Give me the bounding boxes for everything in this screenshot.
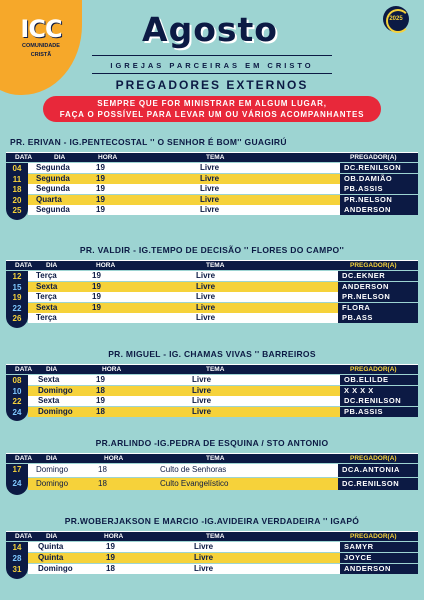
column-header-pregador: PREGADOR(A) xyxy=(350,455,397,462)
table-row xyxy=(28,542,418,552)
table-row xyxy=(28,564,418,574)
table-row xyxy=(28,292,418,302)
preacher-name: X X X X xyxy=(344,385,374,395)
block-title: PR. VALDIR - IG.TEMPO DE DECISÃO '' FLORES DO CAMPO'' xyxy=(79,245,345,255)
column-header-dia: DIA xyxy=(46,455,58,462)
cell-pregador xyxy=(338,282,418,292)
column-header-hora: HORA xyxy=(104,533,124,540)
cell-pregador xyxy=(340,553,418,563)
cell-tema: Livre xyxy=(200,205,220,215)
cell-hora: 19 xyxy=(96,194,105,204)
column-header-tema: TEMA xyxy=(206,455,225,462)
cell-hora: 19 xyxy=(96,184,105,194)
cell-pregador xyxy=(340,564,418,574)
cell-tema: Livre xyxy=(194,553,214,562)
cell-tema: Livre xyxy=(192,396,212,406)
row-date: 14 xyxy=(12,543,22,552)
preacher-name: DC.RENILSON xyxy=(344,163,402,172)
preacher-name: PB.ASS xyxy=(342,313,373,323)
preacher-name: DC.EKNER xyxy=(342,271,386,280)
preacher-name: ANDERSON xyxy=(344,205,391,215)
cell-pregador xyxy=(340,386,418,396)
cell-tema: Livre xyxy=(200,194,220,204)
section-title: PREGADORES EXTERNOS xyxy=(115,78,309,92)
cell-pregador xyxy=(340,542,418,552)
table-header xyxy=(6,152,418,162)
cell-dia: Segunda xyxy=(36,184,70,194)
column-header-pregador: PREGADOR(A) xyxy=(350,533,397,540)
row-date: 10 xyxy=(12,386,22,396)
row-date: 20 xyxy=(12,195,22,205)
table-row xyxy=(28,375,418,385)
cell-dia: Segunda xyxy=(36,205,70,215)
row-date: 04 xyxy=(12,164,22,173)
table-row xyxy=(28,163,418,173)
cell-dia: Quarta xyxy=(36,194,62,204)
table-row xyxy=(28,271,418,281)
column-header-pregador: PREGADOR(A) xyxy=(350,262,397,269)
cell-hora: 18 xyxy=(96,385,105,395)
row-date: 08 xyxy=(12,376,22,385)
cell-dia: Domingo xyxy=(38,564,73,573)
notice-banner xyxy=(43,96,381,122)
table-row xyxy=(28,205,418,215)
row-date: 24 xyxy=(12,407,22,417)
cell-hora: 19 xyxy=(92,271,101,280)
cell-dia: Terça xyxy=(36,271,57,280)
page-subtitle: IGREJAS PARCEIRAS EM CRISTO xyxy=(110,61,314,70)
preacher-name: DCA.ANTONIA xyxy=(342,465,400,474)
column-header-tema: TEMA xyxy=(206,533,225,540)
cell-hora: 18 xyxy=(106,564,115,573)
cell-hora: 19 xyxy=(96,205,105,215)
table-row xyxy=(28,195,418,205)
column-header-hora: HORA xyxy=(102,366,122,373)
table-row xyxy=(28,464,418,477)
column-header-data: DATA xyxy=(15,533,33,540)
cell-tema: Livre xyxy=(196,271,216,280)
cell-pregador xyxy=(340,184,418,194)
preacher-name: OB.DAMIÃO xyxy=(344,173,393,183)
row-date: 22 xyxy=(12,303,22,313)
cell-hora: 18 xyxy=(98,465,107,474)
table-row xyxy=(28,174,418,184)
cell-pregador xyxy=(340,163,418,173)
column-header-hora: HORA xyxy=(98,154,118,161)
preacher-name: PB.ASSIS xyxy=(344,406,384,416)
cell-pregador xyxy=(338,313,418,323)
preacher-name: DC.RENILSON xyxy=(344,396,402,406)
table-row xyxy=(28,303,418,313)
cell-pregador xyxy=(340,195,418,205)
column-header-dia: DIA xyxy=(46,533,58,540)
cell-hora: 18 xyxy=(96,406,105,416)
table-header xyxy=(6,531,418,541)
cell-pregador xyxy=(340,205,418,215)
cell-hora: 18 xyxy=(98,478,107,488)
block-title: PR. MIGUEL - IG. CHAMAS VIVAS '' BARREIROS xyxy=(108,349,316,359)
cell-dia: Sexta xyxy=(38,396,60,406)
church-logo xyxy=(10,15,72,58)
cell-tema: Culto de Senhoras xyxy=(160,465,227,474)
cell-hora: 19 xyxy=(106,553,115,562)
cell-dia: Terça xyxy=(36,292,57,302)
table-row xyxy=(28,184,418,194)
row-date: 22 xyxy=(12,397,22,407)
cell-dia: Segunda xyxy=(36,173,70,183)
cell-dia: Domingo xyxy=(36,478,69,488)
cell-tema: Livre xyxy=(194,542,214,551)
cell-pregador xyxy=(340,407,418,417)
cell-hora: 19 xyxy=(96,375,105,384)
preacher-name: OB.ELILDE xyxy=(344,375,389,384)
table-row xyxy=(28,282,418,292)
column-header-pregador: PREGADOR(A) xyxy=(350,366,397,373)
preacher-name: ANDERSON xyxy=(344,564,391,573)
row-date: 19 xyxy=(12,293,22,303)
page-title: Agosto xyxy=(142,10,278,49)
row-date: 31 xyxy=(12,565,22,574)
logo-sub-line1: COMUNIDADE xyxy=(22,43,60,49)
block-title: PR.WOBERJAKSON E MARCIO -IG.AVIDEIRA VERDADEIRA '' IGAPÓ xyxy=(64,516,360,526)
cell-tema: Livre xyxy=(196,281,216,291)
cell-dia: Terça xyxy=(36,313,57,323)
table-row xyxy=(28,553,418,563)
table-row xyxy=(28,386,418,396)
table-header xyxy=(6,260,418,270)
cell-pregador xyxy=(338,292,418,302)
cell-dia: Segunda xyxy=(36,163,70,172)
cell-tema: Livre xyxy=(196,313,216,323)
cell-pregador xyxy=(340,396,418,406)
cell-hora: 19 xyxy=(92,292,101,302)
cell-pregador xyxy=(338,478,418,491)
row-date: 28 xyxy=(12,554,22,563)
preacher-name: PR.NELSON xyxy=(342,292,391,302)
logo-sub-line2: CRISTÃ xyxy=(30,52,52,58)
column-header-tema: TEMA xyxy=(206,154,225,161)
logo-main-text: ICC xyxy=(20,15,62,43)
notice-line-2: FAÇA O POSSÍVEL PARA LEVAR UM OU VÁRIOS ACOMPANHANTES xyxy=(59,110,365,119)
block-title: PR. ERIVAN - IG.PENTECOSTAL '' O SENHOR É BOM'' GUAGIRÚ xyxy=(10,137,287,147)
cell-tema: Livre xyxy=(200,173,220,183)
table-row xyxy=(28,478,418,491)
divider-top xyxy=(92,55,332,56)
cell-dia: Domingo xyxy=(38,406,73,416)
cell-tema: Livre xyxy=(196,292,216,302)
cell-pregador xyxy=(340,174,418,184)
preacher-name: PR.NELSON xyxy=(344,194,393,204)
cell-dia: Sexta xyxy=(36,281,58,291)
column-header-data: DATA xyxy=(15,455,33,462)
cell-pregador xyxy=(338,303,418,313)
divider-bottom xyxy=(92,73,332,74)
year-badge xyxy=(383,6,409,32)
column-header-data: DATA xyxy=(15,154,33,161)
preacher-name: DC.RENILSON xyxy=(342,478,400,488)
preacher-name: PB.ASSIS xyxy=(344,184,384,194)
cell-dia: Domingo xyxy=(38,385,73,395)
block-title: PR.ARLINDO -IG.PEDRA DE ESQUINA / STO ANTONIO xyxy=(95,438,329,448)
column-header-dia: DIA xyxy=(46,262,58,269)
cell-tema: Livre xyxy=(192,375,212,384)
row-date: 26 xyxy=(12,314,22,324)
cell-tema: Livre xyxy=(196,302,216,312)
column-header-tema: TEMA xyxy=(206,366,225,373)
cell-dia: Domingo xyxy=(36,465,69,474)
preacher-name: ANDERSON xyxy=(342,281,389,291)
year-text: 2025 xyxy=(389,16,403,22)
preacher-name: JOYCE xyxy=(344,553,372,562)
table-row xyxy=(28,313,418,323)
cell-tema: Livre xyxy=(192,406,212,416)
table-row xyxy=(28,407,418,417)
cell-hora: 19 xyxy=(96,163,105,172)
row-date: 25 xyxy=(12,206,22,216)
column-header-dia: DIA xyxy=(46,366,58,373)
row-date: 17 xyxy=(12,465,22,474)
table-row xyxy=(28,396,418,406)
column-header-data: DATA xyxy=(15,366,33,373)
cell-dia: Sexta xyxy=(38,375,60,384)
column-header-tema: TEMA xyxy=(206,262,225,269)
cell-dia: Sexta xyxy=(36,302,58,312)
cell-pregador xyxy=(340,375,418,385)
row-date: 12 xyxy=(12,272,22,281)
column-header-hora: HORA xyxy=(104,455,124,462)
row-date: 15 xyxy=(12,282,22,292)
preacher-name: SAMYR xyxy=(344,542,374,551)
cell-hora: 19 xyxy=(96,173,105,183)
cell-tema: Livre xyxy=(192,385,212,395)
preacher-name: FLORA xyxy=(342,302,371,312)
table-header xyxy=(6,364,418,374)
cell-hora: 19 xyxy=(92,302,101,312)
cell-hora: 19 xyxy=(106,542,115,551)
cell-pregador xyxy=(338,271,418,281)
cell-hora: 19 xyxy=(92,281,101,291)
cell-tema: Culto Evangelístico xyxy=(160,478,229,488)
column-header-dia: DIA xyxy=(54,154,66,161)
notice-line-1: SEMPRE QUE FOR MINISTRAR EM ALGUM LUGAR, xyxy=(97,99,327,108)
row-date: 24 xyxy=(12,478,22,488)
cell-tema: Livre xyxy=(200,184,220,194)
cell-pregador xyxy=(338,464,418,477)
column-header-pregador: PREGADOR(A) xyxy=(350,154,397,161)
cell-dia: Quinta xyxy=(38,553,64,562)
cell-tema: Livre xyxy=(200,163,220,172)
row-date: 18 xyxy=(12,185,22,195)
cell-hora: 19 xyxy=(96,396,105,406)
column-header-data: DATA xyxy=(15,262,33,269)
table-header xyxy=(6,453,418,463)
cell-tema: Livre xyxy=(194,564,214,573)
cell-dia: Quinta xyxy=(38,542,64,551)
row-date: 11 xyxy=(12,174,22,184)
column-header-hora: HORA xyxy=(96,262,116,269)
